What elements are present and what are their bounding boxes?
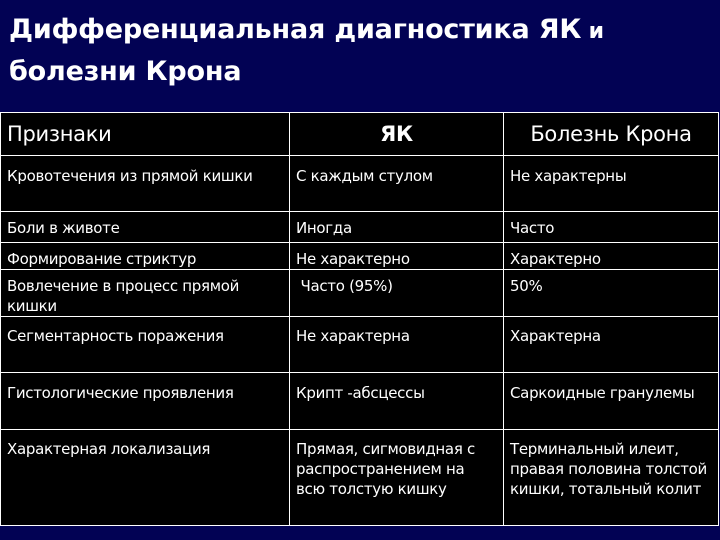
comparison-table xyxy=(0,112,719,526)
title-line2: болезни Крона xyxy=(9,56,242,87)
slide-title xyxy=(9,10,709,92)
title-line1-tail: и xyxy=(581,19,604,44)
cell-uc: Прямая, сигмовидная с распространением на всю толстую кишку xyxy=(290,430,504,526)
cell-crohn: Характерна xyxy=(504,317,719,373)
cell-sign: Сегментарность поражения xyxy=(1,317,290,373)
cell-uc: Иногда xyxy=(290,212,504,243)
cell-crohn: 50% xyxy=(504,270,719,317)
cell-crohn: Терминальный илеит, правая половина толстой кишки, тотальный колит xyxy=(504,430,719,526)
table-row xyxy=(1,317,719,373)
cell-sign: Вовлечение в процесс прямой кишки xyxy=(1,270,290,317)
cell-uc: Часто (95%) xyxy=(290,270,504,317)
cell-uc: С каждым стулом xyxy=(290,156,504,212)
comparison-table-wrap xyxy=(0,112,720,540)
header-crohn: Болезнь Крона xyxy=(504,113,719,156)
table-header-row xyxy=(1,113,719,156)
cell-crohn: Часто xyxy=(504,212,719,243)
cell-sign: Боли в животе xyxy=(1,212,290,243)
cell-uc: Не характерно xyxy=(290,243,504,270)
cell-sign: Кровотечения из прямой кишки xyxy=(1,156,290,212)
cell-sign: Формирование стриктур xyxy=(1,243,290,270)
cell-sign: Характерная локализация xyxy=(1,430,290,526)
cell-crohn: Не характерны xyxy=(504,156,719,212)
table-row xyxy=(1,243,719,270)
cell-crohn: Саркоидные гранулемы xyxy=(504,373,719,430)
table-row xyxy=(1,373,719,430)
header-signs: Признаки xyxy=(1,113,290,156)
table-row xyxy=(1,270,719,317)
cell-uc: Крипт -абсцессы xyxy=(290,373,504,430)
table-row xyxy=(1,430,719,526)
table-row xyxy=(1,212,719,243)
header-uc: ЯК xyxy=(290,113,504,156)
cell-crohn: Характерно xyxy=(504,243,719,270)
cell-sign: Гистологические проявления xyxy=(1,373,290,430)
cell-uc: Не характерна xyxy=(290,317,504,373)
title-line1: Дифференциальная диагностика ЯК xyxy=(9,14,582,45)
table-row xyxy=(1,156,719,212)
